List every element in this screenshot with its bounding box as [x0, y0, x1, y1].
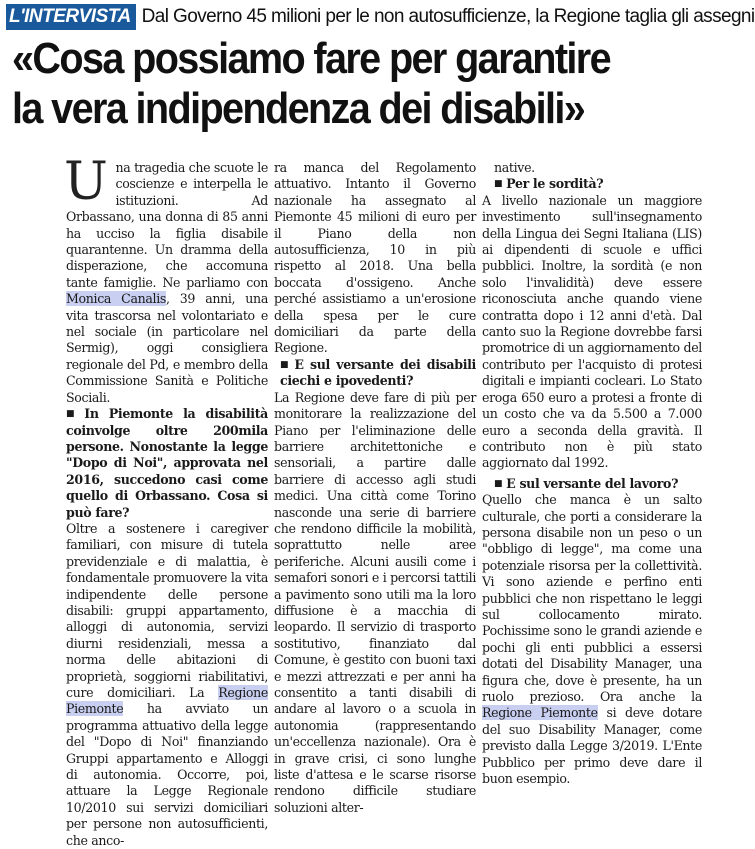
- section-label: L'INTERVISTA: [6, 4, 136, 30]
- kicker-subtitle: Dal Governo 45 milioni per le non autosufficienze, la Regione taglia gli assegni: [141, 6, 755, 27]
- headline-line-2: la vera indipendenza dei disabili»: [12, 84, 585, 133]
- highlight-region: Regione Piemonte: [482, 705, 598, 721]
- intro-paragraph: [64, 152, 268, 406]
- highlight-name: Monica Canalis: [66, 291, 167, 307]
- headline: [12, 34, 667, 134]
- highlight-region: Regione Piemonte: [66, 685, 268, 717]
- article-column-1: [64, 152, 268, 848]
- intro-text-b: , 39 anni, una vita trascorsa nel volontariato e nel sociale (in particolare nel Sermig), oggi consigliera regionale del Pd, e membro della Commissione Sanità e Politiche Sociali.: [66, 291, 268, 405]
- continued-text: native.: [494, 160, 535, 175]
- answer-text-a: Oltre a sostenere i caregiver familiari, con misure di tutela previdenziale e di malattia, è fondamentale promuovere la vita indipendente delle persone disabili: gruppi appartamento, alloggi di autonomia, servizi diurni residenziali, messa a norma delle abitazioni di proprietà, soggiorni riabilitativi, cure domiciliari. La: [66, 520, 268, 700]
- article-column-3: [482, 160, 702, 787]
- answer-text-a: Quello che manca è un salto culturale, che porti a considerare la persona disabile non un peso o un "obbligo di legge", ma come una potenziale risorsa per la collettività. Vi sono aziende e perfino enti pubblici che non rispettano le leggi sul collocamento mirato. Pochissime sono le grandi aziende e pochi gli enti pubblici a essersi dotati del Disability Manager, una figura che, dove è presente, ha un ruolo prezioso. Ora anche la: [482, 492, 702, 704]
- answer-text-b: si deve dotare del suo Disability Manager, come previsto dalla Legge 3/2019. L'Ente Pubblico per primo deve dare il buon esempio.: [482, 705, 702, 787]
- interview-answer: [66, 521, 268, 849]
- interview-question: ■ E sul versante dei disabili ciechi e ipovedenti?: [274, 357, 476, 390]
- article-column-2: [274, 160, 476, 815]
- interview-answer: A livello nazionale un maggiore investimento sull'insegnamento della Lingua dei Segni Italiana (LIS) ai dipendenti di scuole e uffici pubblici. Inoltre, la sordità (e non solo l'invalidità) deve essere riconosciuta anche quando viene contratta dopo i 12 anni d'età. Dal canto suo la Regione dovrebbe farsi promotrice di un aggiornamento del contributo per l'acquisto di protesi digitali e impianti cocleari. Lo Stato eroga 650 euro a protesi a fronte di un costo che va da 5.500 a 7.000 euro a seconda della gravità. Il contributo non è più stato aggiornato dal 1992.: [482, 192, 702, 471]
- headline-line-1: «Cosa possiamo fare per garantire: [12, 34, 610, 83]
- interview-answer: [482, 492, 702, 787]
- interview-question: ■ E sul versante del lavoro?: [482, 476, 702, 492]
- interview-question: ■ In Piemonte la disabilità coinvolge oltre 200mila persone. Nonostante la legge "Dopo di Noi", approvata nel 2016, succedono casi come quello di Orbassano. Cosa si può fare?: [66, 406, 268, 521]
- drop-cap: U: [64, 152, 108, 212]
- continued-text: ra manca del Regolamento attuativo. Intanto il Governo nazionale ha assegnato al Piemonte 45 milioni di euro per il Piano della non autosufficienza, 10 in più rispetto al 2018. Una bella boccata d'ossigeno. Anche perché assistiamo a un'erosione della spesa per le cure domiciliari da parte della Regione.: [274, 160, 476, 356]
- section-kicker: [6, 4, 755, 32]
- interview-answer: La Regione deve fare di più per monitorare la realizzazione del Piano per l'eliminazione delle barriere architettoniche e sensoriali, a partire dalle barriere di accesso agli studi medici. Una città come Torino nasconde una serie di barriere che rendono difficile la mobilità, soprattutto nelle aree periferiche. Alcuni ausili come i semafori sonori e i percorsi tattili a pavimento sono utili ma la loro diffusione è a macchia di leopardo. Il servizio di trasporto sostitutivo, finanziato dal Comune, è gestito con buoni taxi e mezzi attrezzati e per anni ha consentito a tanti disabili di andare al lavoro o a scuola in autonomia (rappresentando un'eccellenza nazionale). Ora è in grave crisi, ci sono lunghe liste d'attesa e le scarse risorse rendono difficile studiare soluzioni alter-: [274, 389, 476, 815]
- answer-text-b: ha avviato un programma attuativo della legge del "Dopo di Noi" finanziando Gruppi appartamento e Alloggi di autonomia. Occorre, poi, attuare la Legge Regionale 10/2010 sui servizi domiciliari per persone non autosufficienti, che anco-: [66, 701, 268, 848]
- interview-question: ■ Per le sordità?: [482, 176, 702, 192]
- intro-text-a: na tragedia che scuote le coscienze e interpella le istituzioni. Ad Orbassano, una donna di 85 anni ha ucciso la figlia disabile quarantenne. Un dramma della disperazione, che accomuna tante famiglie. Ne parliamo con: [66, 160, 268, 290]
